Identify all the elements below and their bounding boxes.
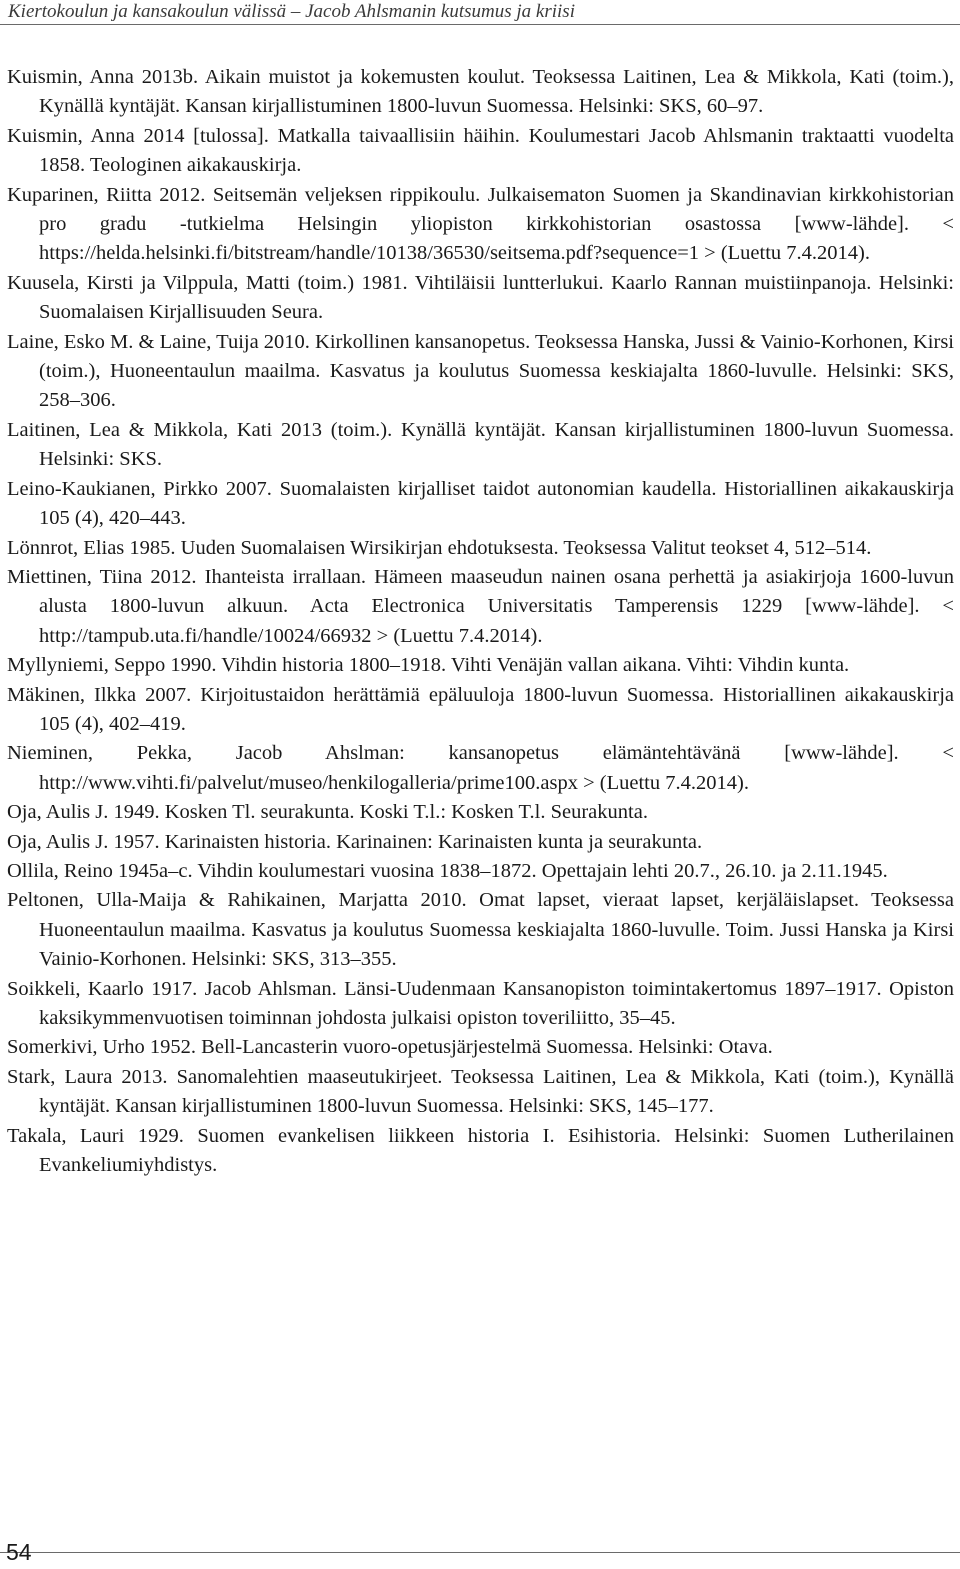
reference-entry: Laitinen, Lea & Mikkola, Kati 2013 (toim.). Kynällä kyntäjät. Kansan kirjallistuminen 1800-luvun Suomessa. Helsinki: SKS.: [7, 418, 954, 471]
reference-entry: Oja, Aulis J. 1949. Kosken Tl. seurakunta. Koski T.l.: Kosken T.l. Seurakunta.: [7, 801, 648, 824]
reference-entry: Leino-Kaukianen, Pirkko 2007. Suomalaisten kirjalliset taidot autonomian kaudella. Historiallinen aikakauskirja 105 (4), 420–443.: [7, 477, 954, 530]
page-footer-rule: [0, 1552, 960, 1569]
page-number: 54: [6, 1539, 32, 1565]
reference-entry: Soikkeli, Kaarlo 1917. Jacob Ahlsman. Länsi-Uudenmaan Kansanopiston toimintakertomus 1897–1917. Opiston kaksikymmenvuotisen toiminnan johdosta julkaisi opiston toveriliitto, 35–45.: [7, 977, 954, 1029]
reference-entry: Kuismin, Anna 2013b. Aikain muistot ja kokemusten koulut. Teoksessa Laitinen, Lea & Mikkola, Kati (toim.), Kynällä kyntäjät. Kansan kirjallistuminen 1800-luvun Suomessa. Helsinki: SKS, 60–97.: [7, 66, 954, 118]
reference-entry: Kuismin, Anna 2014 [tulossa]. Matkalla taivaallisiin häihin. Koulumestari Jacob Ahlsmanin traktaatti vuodelta 1858. Teologinen aikakauskirja.: [7, 124, 954, 177]
reference-entry: Nieminen, Pekka, Jacob Ahslman: kansanopetus elämäntehtävänä [www-lähde]. < http://www.vihti.fi/palvelut/museo/henkilogalleria/prime100.aspx > (Luettu 7.4.2014).: [7, 742, 954, 794]
reference-entry: Miettinen, Tiina 2012. Ihanteista irrallaan. Hämeen maaseudun nainen osana perhettä ja asiakirjoja 1600-luvun alusta 1800-luvun alkuun. Acta Electronica Universitatis Tamperensis 1229 [www-lähde]. < http://tampub.uta.fi/handle/10024/66932 > (Luettu 7.4.2014).: [7, 565, 954, 647]
reference-list: [7, 63, 954, 1180]
reference-entry: Oja, Aulis J. 1957. Karinaisten historia. Karinainen: Karinaisten kunta ja seurakunta.: [7, 830, 703, 853]
reference-entry: Lönnrot, Elias 1985. Uuden Suomalaisen Wirsikirjan ehdotuksesta. Teoksessa Valitut teokset 4, 512–514.: [7, 536, 872, 559]
reference-entry: Laine, Esko M. & Laine, Tuija 2010. Kirkollinen kansanopetus. Teoksessa Hanska, Jussi & Vainio-Korhonen, Kirsi (toim.), Huoneentaulun maailma. Kasvatus ja koulutus Suomessa keskiajalta 1860-luvulle. Helsinki: SKS, 258–306.: [7, 330, 954, 412]
reference-entry: Myllyniemi, Seppo 1990. Vihdin historia 1800–1918. Vihti Venäjän vallan aikana. Vihti: Vihdin kunta.: [7, 654, 850, 677]
running-header: [0, 0, 960, 25]
reference-entry: Peltonen, Ulla-Maija & Rahikainen, Marjatta 2010. Omat lapset, vieraat lapset, kerjäläislapset. Teoksessa Huoneentaulun maailma. Kasvatus ja koulutus Suomessa keskiajalta 1860-luvulle. Toim. Jussi Hanska ja Kirsi Vainio-Korhonen. Helsinki: SKS, 313–355.: [7, 889, 954, 971]
running-title: Kiertokoulun ja kansakoulun välissä – Jacob Ahlsmanin kutsumus ja kriisi: [8, 1, 575, 22]
reference-entry: Kuusela, Kirsti ja Vilppula, Matti (toim.) 1981. Vihtiläisii luntterlukui. Kaarlo Rannan muistiinpanoja. Helsinki: Suomalaisen Kirjallisuuden Seura.: [7, 271, 954, 324]
reference-entry: Somerkivi, Urho 1952. Bell-Lancasterin vuoro-opetusjärjestelmä Suomessa. Helsinki: Otava.: [7, 1036, 773, 1059]
reference-entry: Mäkinen, Ilkka 2007. Kirjoitustaidon herättämiä epäluuloja 1800-luvun Suomessa. Historiallinen aikakauskirja 105 (4), 402–419.: [7, 683, 954, 735]
reference-entry: Takala, Lauri 1929. Suomen evankelisen liikkeen historia I. Esihistoria. Helsinki: Suomen Lutherilainen Evankeliumiyhdistys.: [7, 1124, 954, 1177]
reference-entry: Kuparinen, Riitta 2012. Seitsemän veljeksen rippikoulu. Julkaisematon Suomen ja Skandinavian kirkkohistorian pro gradu -tutkielma Helsingin yliopiston kirkkohistorian osastossa [www-lähde]. < https://helda.helsinki.fi/bitstream/handle/10138/36530/seitsema.pdf?sequence=1 > (Luettu 7.4.2014).: [7, 183, 954, 265]
reference-entry: Ollila, Reino 1945a–c. Vihdin koulumestari vuosina 1838–1872. Opettajain lehti 20.7., 26.10. ja 2.11.1945.: [7, 859, 888, 882]
reference-entry: Stark, Laura 2013. Sanomalehtien maaseutukirjeet. Teoksessa Laitinen, Lea & Mikkola, Kati (toim.), Kynällä kyntäjät. Kansan kirjallistuminen 1800-luvun Suomessa. Helsinki: SKS, 145–177.: [7, 1065, 954, 1118]
